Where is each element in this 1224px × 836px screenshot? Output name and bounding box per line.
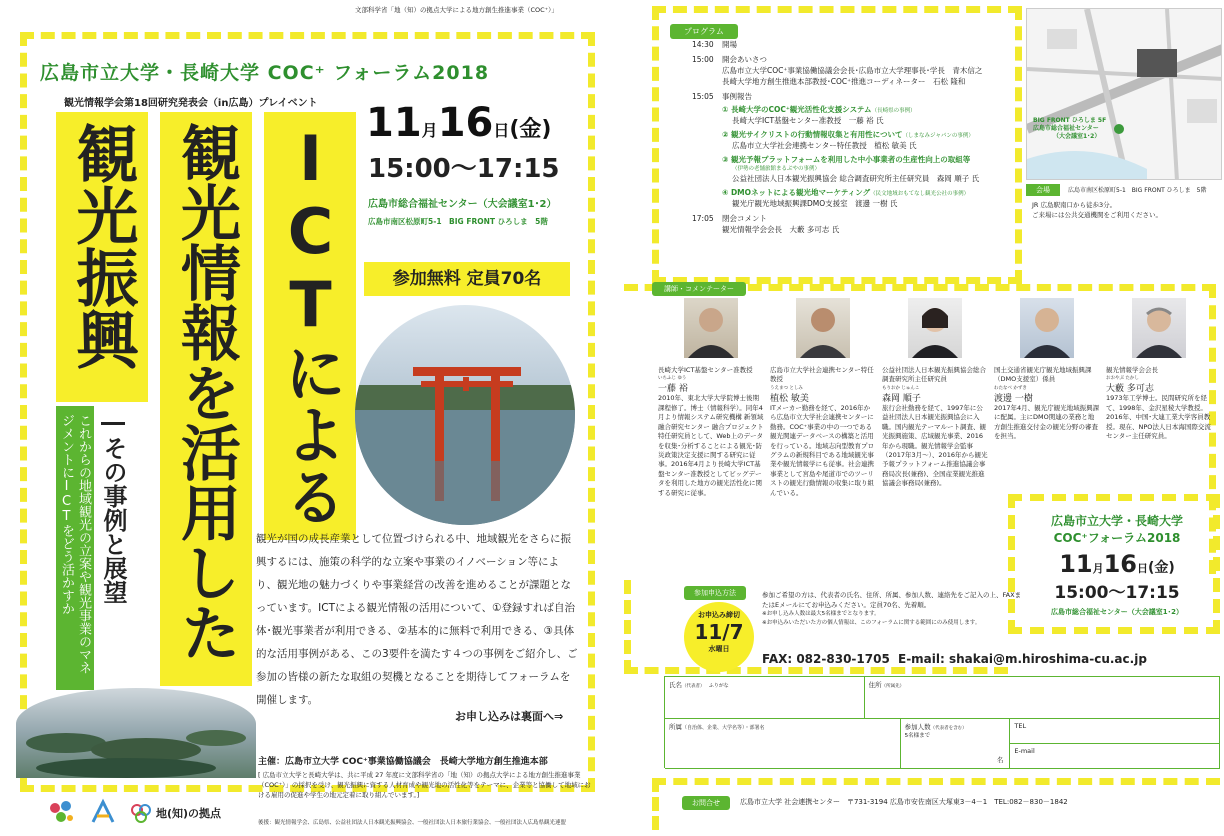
speaker-affiliation: 広島市立大学社会連携センター特任教授: [770, 366, 874, 384]
form-contact: [1010, 719, 1220, 769]
case-title: ① 長崎大学のCOC⁺観光活性化支援システム: [722, 105, 872, 115]
pre-event: 観光情報学会第18回研究発表会（in広島）プレイベント: [64, 98, 318, 109]
speaker-name: 森岡 順子: [882, 393, 921, 404]
date-dow: (金): [509, 117, 552, 142]
form-org-label: 所属: [669, 723, 682, 731]
title-col-2: 観光情報を活用した: [160, 112, 252, 686]
case-speaker: 公益社団法人日本観光振興協会 総合調査研究所主任研究員 森岡 順子 氏: [732, 173, 980, 183]
program-item: [692, 40, 1012, 51]
top-note: 文部科学省「地（知）の拠点大学による地方創生推進事業（COC⁺）」: [355, 6, 558, 14]
form-email[interactable]: E-mail: [1010, 744, 1220, 769]
program-sub: 広島市立大学COC⁺事業協働協議会会長･広島市立大学理事長･学長 青木信之: [722, 65, 983, 75]
apply-header: 参加申込方法: [684, 586, 746, 600]
logo-coc: [130, 800, 240, 826]
map-label-3: （大会議室1･2）: [1053, 133, 1101, 141]
title-col-3: 観光振興: [56, 112, 148, 402]
promo-box: [1022, 512, 1212, 617]
form-org[interactable]: [665, 719, 901, 769]
map-label-2: 広島市総合福祉センター: [1033, 125, 1099, 133]
form-count-note: （代表者を含む）: [930, 726, 967, 731]
speaker-name: 渡邊 一樹: [994, 393, 1033, 404]
right-page: [612, 0, 1224, 836]
logo-hiroshima: [88, 798, 118, 828]
speaker-photo: [1020, 298, 1074, 358]
case-2: [692, 130, 1012, 152]
access-line-2: ご来場には公共交通機関をご利用ください。: [1032, 211, 1162, 220]
case-speaker: 広島市立大学社会連携センター特任教授 植松 敏美 氏: [732, 141, 917, 151]
date: [360, 100, 580, 146]
coc-logo-icon: [130, 802, 152, 824]
islands-icon: [16, 688, 256, 778]
case-tag: （しまなみジャパンの事例）: [902, 133, 974, 140]
program-time: 15:00: [692, 54, 714, 64]
apply-link[interactable]: お申し込みは裏面へ⇒: [455, 710, 564, 723]
program-text: 開会あいさつ: [722, 54, 767, 64]
program-list: [692, 40, 1012, 235]
promo-day-unit: 日: [1137, 562, 1148, 575]
speaker-kana: いちふじ ゆう: [658, 376, 687, 382]
subtitle: ―その事例と展望: [99, 408, 127, 604]
speaker-bio: 2010年、東北大学大学院博士後期課程修了。博士（情報科学）。同年4月より情報システム研究機構 新領域融合研究センター 融合プロジェクト特任研究員として、Web上のデータを収集･分析することによる観光･防災政策決定支援に関する研究に従事。2016年4月より長崎大学ICT基盤センター准教授としてビッグデータを利用した地方の観光活性化に関する研究に従事。: [658, 394, 764, 497]
form-count-unit: 名: [996, 756, 1004, 764]
program-close: [692, 214, 1012, 225]
speaker-card: [770, 298, 876, 568]
speaker-photo: [908, 298, 962, 358]
venue-text: 広島市南区松原町5-1 BIG FRONT ひろしま 5階: [1068, 187, 1207, 194]
access: [1032, 200, 1162, 221]
apply-text: [762, 590, 1022, 627]
access-line-1: JR 広島駅南口から徒歩3分。: [1032, 201, 1117, 209]
case-tag: （民文地域おもてなし観光公社の事例）: [870, 190, 970, 197]
case-speaker: 観光庁観光地域振興課DMO支援室 渡邊 一樹 氏: [732, 198, 898, 208]
case-1: [692, 105, 1012, 127]
case-4: [692, 188, 1012, 210]
program-item: [692, 92, 1012, 103]
date-month-unit: 月: [421, 121, 438, 140]
program-time: 15:05: [692, 91, 714, 101]
promo-day: 16: [1103, 550, 1137, 578]
program-text: 閉会コメント: [722, 213, 767, 223]
speaker-kana: おおやぶ たかし: [1106, 376, 1139, 382]
apply-text-3: ※お申込みいただいた方の個人情報は、このフォーラムに関する範囲にのみ使用します。: [762, 619, 981, 626]
form-name-label: 氏名: [669, 681, 682, 689]
torii-photo: [355, 305, 575, 525]
sub-line-2: マネジメントにICTをどう活かすか: [59, 414, 91, 674]
form-tel[interactable]: TEL: [1010, 719, 1220, 744]
subtitle-note: [56, 406, 94, 690]
forum-title: 広島市立大学・長崎大学 COC⁺ フォーラム2018: [40, 62, 490, 84]
deadline-badge: [684, 602, 754, 672]
logo-nagasaki: [46, 798, 76, 828]
date-day: 16: [437, 100, 494, 146]
aerial-photo: [16, 688, 256, 778]
program-text: 開場: [722, 40, 737, 49]
deadline-date: 11/7: [694, 620, 744, 644]
case-tag: （伊勢の老舗旅館まるぶやの事例）: [732, 165, 821, 172]
form-row-1: [665, 677, 1220, 719]
map-icon: [1027, 9, 1222, 180]
form-name[interactable]: [665, 677, 865, 719]
support: 後援：観光情報学会、広島県、公益社団法人日本観光振興協会、一般社団法人日本旅行業協会、一般社団法人広島県観光連盟: [258, 820, 567, 826]
speaker-name: 一藤 裕: [658, 384, 688, 395]
fax: FAX: 082-830-1705: [762, 652, 890, 666]
body-text: 観光が国の成長産業として位置づけられる中、地域観光をさらに振興するには、施策の科学的な立案や事業のイノベーション等により、観光地の魅力づくりや事業経営の改善を進めることが課題となっています。ICTによる観光情報の活用について、①登録すれば自治体･観光事業者が利用できる、②基本的に無料で利用できる、③具体的な活用事例がある、この3要件を満たす４つの事例をご紹介し、ご参加の皆様の新たな取組の契機となることを期待してフォーラムを開催します。: [256, 533, 578, 706]
speaker-affiliation: 長崎大学ICT基盤センター准教授: [658, 366, 753, 374]
person-icon: [908, 298, 962, 358]
form-address-note: （所属先）: [881, 684, 905, 689]
deadline-dow: 水曜日: [708, 645, 730, 653]
title-col-1: ICTによる: [264, 112, 356, 540]
speaker-bio: 2017年4月、観光庁観光地域振興課に配属。主にDMO関連の業務と地方創生推進交付金の観光分野の審査を担当。: [994, 403, 1100, 441]
promo-month-unit: 月: [1092, 562, 1104, 575]
case-title: ④ DMOネットによる観光地マーケティング: [722, 187, 871, 197]
form-count-label: 参加人数: [904, 723, 931, 731]
contact-header: お問合せ: [682, 796, 730, 810]
torii-icon: [355, 305, 575, 525]
promo-date: [1022, 550, 1212, 578]
program-item: [692, 55, 1012, 66]
date-month: 11: [366, 100, 422, 146]
speaker-kana: わたなべ かずき: [994, 385, 1027, 391]
promo-title-1: 広島市立大学・長崎大学: [1050, 514, 1183, 528]
speaker-kana: もりおか じゅんこ: [882, 385, 920, 391]
speaker-bio: 1973年工学博士。民間研究所を経て、1998年、金沢星稜大学教授。2016年、中国･大連工業大学客員教授。現在、NPO法人日本海国際交流センター主任研究員。: [1106, 394, 1211, 441]
email[interactable]: E-mail: shakai@m.hiroshima-cu.ac.jp: [898, 652, 1147, 666]
person-icon: [684, 298, 738, 358]
map-label-1: BIG FRONT ひろしま 5F: [1033, 117, 1107, 124]
program-sub: 長崎大学地方創生推進本部教授･COC⁺推進コーディネーター 石松 隆和: [722, 76, 966, 86]
nagasaki-logo-icon: [46, 798, 76, 828]
form-row-2: [665, 719, 1220, 769]
program-text: 事例報告: [722, 91, 752, 101]
contact-text: 広島市立大学 社会連携センター 〒731-3194 広島市安佐南区大塚東3－4－1 TEL:082－830－1842: [740, 798, 1068, 806]
hiroshima-logo-icon: [88, 798, 118, 828]
speaker-card: [658, 298, 764, 568]
speaker-name: 植松 敏美: [770, 393, 809, 404]
program-time: 14:30: [692, 40, 714, 49]
form-name-rep: （代表者）: [682, 684, 703, 689]
speaker-bio: ITメーカー勤務を経て、2016年から広島市立大学社会連携センターに勤務。COC⁺事業の中の一つである観光関連データベースの構築と活用を行っている。地域志向型教育プログラムの新規科目である地域観光事業や観光情報学にも従事。社会連携事業として宮島や尾道市でのツーリストの観光行動情報の収集に取り組んでいる。: [770, 403, 874, 497]
case-3: [692, 155, 1012, 185]
application-form: [664, 676, 1220, 768]
case-title: ② 観光サイクリストの行動情報収集と有用性について: [722, 130, 903, 140]
organizer: 主催：広島市立大学 COC⁺事業協働協議会 長崎大学地方創生推進本部: [258, 757, 548, 767]
sub-line-1: これからの地域観光の立案や観光事業の: [76, 414, 91, 648]
speaker-affiliation: 国土交通省観光庁観光地域振興課（DMO支援室）係員: [994, 366, 1092, 384]
form-furigana: ふりがな: [708, 683, 729, 689]
form-org-note: （自治体、企業、大学名等）・部署名: [682, 725, 765, 731]
form-address-label: 住所: [868, 681, 882, 689]
case-speaker: 長崎大学ICT基盤センター准教授 一藤 裕 氏: [732, 116, 884, 126]
person-icon: [1020, 298, 1074, 358]
speakers-header: 講師・コメンテーター: [652, 282, 746, 296]
person-icon: [796, 298, 850, 358]
speaker-kana: うえまつ としみ: [770, 385, 803, 391]
promo-dow: (金): [1148, 560, 1175, 576]
promo-venue: 広島市総合福祉センター（大会議室1･2）: [1051, 608, 1183, 616]
fee-badge: 参加無料 定員70名: [364, 262, 570, 296]
speaker-card: [882, 298, 988, 568]
speaker-affiliation: 公益社団法人日本観光振興協会総合調査研究所主任研究員: [882, 366, 986, 384]
form-count-max: 5名様まで: [904, 733, 931, 739]
venue: 広島市総合福祉センター（大会議室1･2）: [368, 199, 557, 210]
map: [1026, 8, 1222, 180]
speaker-photo: [796, 298, 850, 358]
coc-logo-text: 地(知)の拠点: [156, 807, 222, 820]
program-time: 17:05: [692, 213, 714, 223]
about-note: [ 広島市立大学と長崎大学は、共に平成 27 年度に文部科学省の「地（知）の拠点大学による地方創生推進事業（COC⁺）」の採択を受け、観光振興に資する人材育成や観光地の活性化等をテーマに、企業等と協働して地域における雇用の促進や学生の地元定着に取り組んでいます。]: [258, 771, 591, 800]
speaker-bio: 旅行会社勤務を経て、1997年に公益社団法人日本観光振興協会に入職。国内観光テーマルート調査、観光振興施策、広域観光事業、2016年から現職。観光情報学会監事（2017年3月〜）、2016年から観光予報プラットフォーム推進協議会事務局次長(兼務)、全国産業観光推進協議会事務局(兼務)。: [882, 403, 988, 488]
case-tag: （長崎県の事例）: [871, 108, 916, 115]
speaker-photo: [1132, 298, 1186, 358]
case-title: ③ 観光予報プラットフォームを利用した中小事業者の生産性向上の取組等: [722, 155, 971, 165]
promo-time: 15:00～17:15: [1054, 583, 1180, 603]
speaker-affiliation: 観光情報学会会長: [1106, 366, 1158, 374]
form-address[interactable]: [865, 677, 1220, 719]
apply-text-2: ※お申し込み人数は最大5名様までとなります。: [762, 611, 880, 618]
date-box: [360, 100, 580, 260]
apply-text-1: 参加ご希望の方は、代表者の氏名、住所、所属、参加人数、連絡先をご記入の上、FAXまたはEメールにてお申込みください。定員70名、先着順。: [762, 591, 1022, 610]
program-close-speaker: 観光情報学会会長 大藪 多可志 氏: [722, 224, 840, 234]
venue-header: 会場: [1026, 184, 1060, 196]
deadline-label: お申込み締切: [698, 611, 740, 619]
person-icon: [1132, 298, 1186, 358]
form-count[interactable]: [901, 719, 1011, 769]
promo-title-2: COC⁺フォーラム2018: [1053, 531, 1181, 545]
speaker-name: 大藪 多可志: [1106, 384, 1154, 395]
time: 15:00～17:15: [368, 154, 560, 184]
date-day-unit: 日: [493, 121, 510, 140]
address: 広島市南区松原町5-1 BIG FRONT ひろしま 5階: [368, 217, 548, 226]
speaker-photo: [684, 298, 738, 358]
promo-month: 11: [1059, 550, 1093, 578]
program-header: プログラム: [670, 24, 738, 39]
map-label: [1033, 117, 1106, 141]
